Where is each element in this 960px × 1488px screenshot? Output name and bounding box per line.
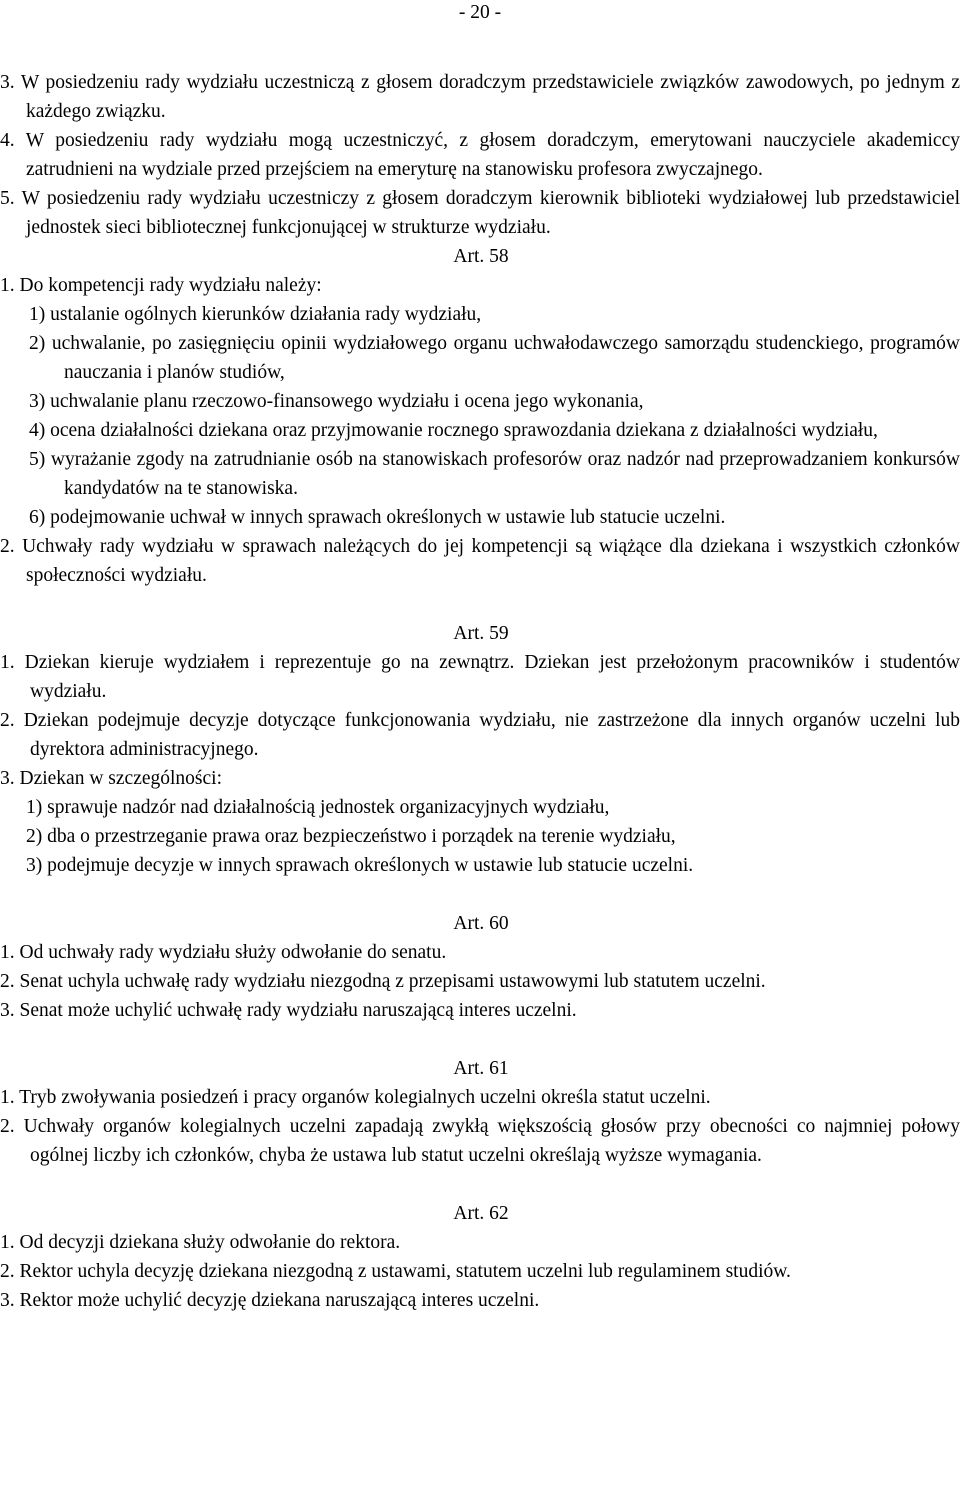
art61-point-2: 2. Uchwały organów kolegialnych uczelni zapadają zwykłą większością głosów przy obecności co najmniej połowy ogólnej liczby ich członków, chyba że ustawa lub statut uczelni określają wyższe wymagania. [0,1116,960,1166]
art58-point-1: 1. Do kompetencji rady wydziału należy: [0,275,322,296]
art58-subpoint-3: 3) uchwalanie planu rzeczowo-finansowego wydziału i ocena jego wykonania, [29,391,644,412]
art62-point-3: 3. Rektor może uchylić decyzję dziekana naruszającą interes uczelni. [0,1290,540,1311]
art62-point-2: 2. Rektor uchyla decyzję dziekana niezgodną z ustawami, statutem uczelni lub regulaminem studiów. [0,1261,791,1282]
article-heading-58: Art. 58 [453,246,509,267]
paragraph-4: 4. W posiedzeniu rady wydziału mogą uczestniczyć, z głosem doradczym, emerytowani nauczyciele akademiccy zatrudnieni na wydziale przed przejściem na emeryturę na stanowisku profesora zwyczajnego. [0,130,960,180]
art58-point-2: 2. Uchwały rady wydziału w sprawach należących do jej kompetencji są wiążące dla dziekana i wszystkich członków społeczności wydziału. [0,536,960,586]
art59-subpoint-1: 1) sprawuje nadzór nad działalnością jednostek organizacyjnych wydziału, [26,797,610,818]
art60-point-3: 3. Senat może uchylić uchwałę rady wydziału naruszającą interes uczelni. [0,1000,577,1021]
art59-point-3: 3. Dziekan w szczególności: [0,768,223,789]
paragraph-3: 3. W posiedzeniu rady wydziału uczestniczą z głosem doradczym przedstawiciele związków zawodowych, po jednym z każdego związku. [0,72,960,122]
art60-point-1: 1. Od uchwały rady wydziału służy odwołanie do senatu. [0,942,447,963]
art61-point-1: 1. Tryb zwoływania posiedzeń i pracy organów kolegialnych uczelni określa statut uczelni. [0,1087,711,1108]
art58-subpoint-2: 2) uchwalanie, po zasięgnięciu opinii wydziałowego organu uchwałodawczego samorządu studenckiego, programów nauczania i planów studiów, [29,333,960,383]
art60-point-2: 2. Senat uchyla uchwałę rady wydziału niezgodną z przepisami ustawowymi lub statutem uczelni. [0,971,766,992]
art58-subpoint-5: 5) wyrażanie zgody na zatrudnianie osób na stanowiskach profesorów oraz nadzór nad przeprowadzaniem konkursów kandydatów na te stanowiska. [29,449,960,499]
art59-subpoint-3: 3) podejmuje decyzje w innych sprawach określonych w ustawie lub statucie uczelni. [26,855,694,876]
page-number: - 20 - [458,2,502,23]
document-body [0,68,960,1315]
art58-subpoint-4: 4) ocena działalności dziekana oraz przyjmowanie rocznego sprawozdania dziekana z działalności wydziału, [29,420,878,441]
article-heading-60: Art. 60 [453,913,509,934]
paragraph-5: 5. W posiedzeniu rady wydziału uczestniczy z głosem doradczym kierownik biblioteki wydziałowej lub przedstawiciel jednostek sieci bibliotecznej funkcjonującej w strukturze wydziału. [0,188,960,238]
article-heading-61: Art. 61 [453,1058,509,1079]
art59-point-2: 2. Dziekan podejmuje decyzje dotyczące funkcjonowania wydziału, nie zastrzeżone dla innych organów uczelni lub dyrektora administracyjnego. [0,710,960,760]
art59-subpoint-2: 2) dba o przestrzeganie prawa oraz bezpieczeństwo i porządek na terenie wydziału, [26,826,676,847]
art58-subpoint-6: 6) podejmowanie uchwał w innych sprawach określonych w ustawie lub statucie uczelni. [29,507,726,528]
art59-point-1: 1. Dziekan kieruje wydziałem i reprezentuje go na zewnątrz. Dziekan jest przełożonym pracowników i studentów wydziału. [0,652,960,702]
art62-point-1: 1. Od decyzji dziekana służy odwołanie do rektora. [0,1232,401,1253]
article-heading-62: Art. 62 [453,1203,509,1224]
article-heading-59: Art. 59 [453,623,509,644]
art58-subpoint-1: 1) ustalanie ogólnych kierunków działania rady wydziału, [29,304,482,325]
